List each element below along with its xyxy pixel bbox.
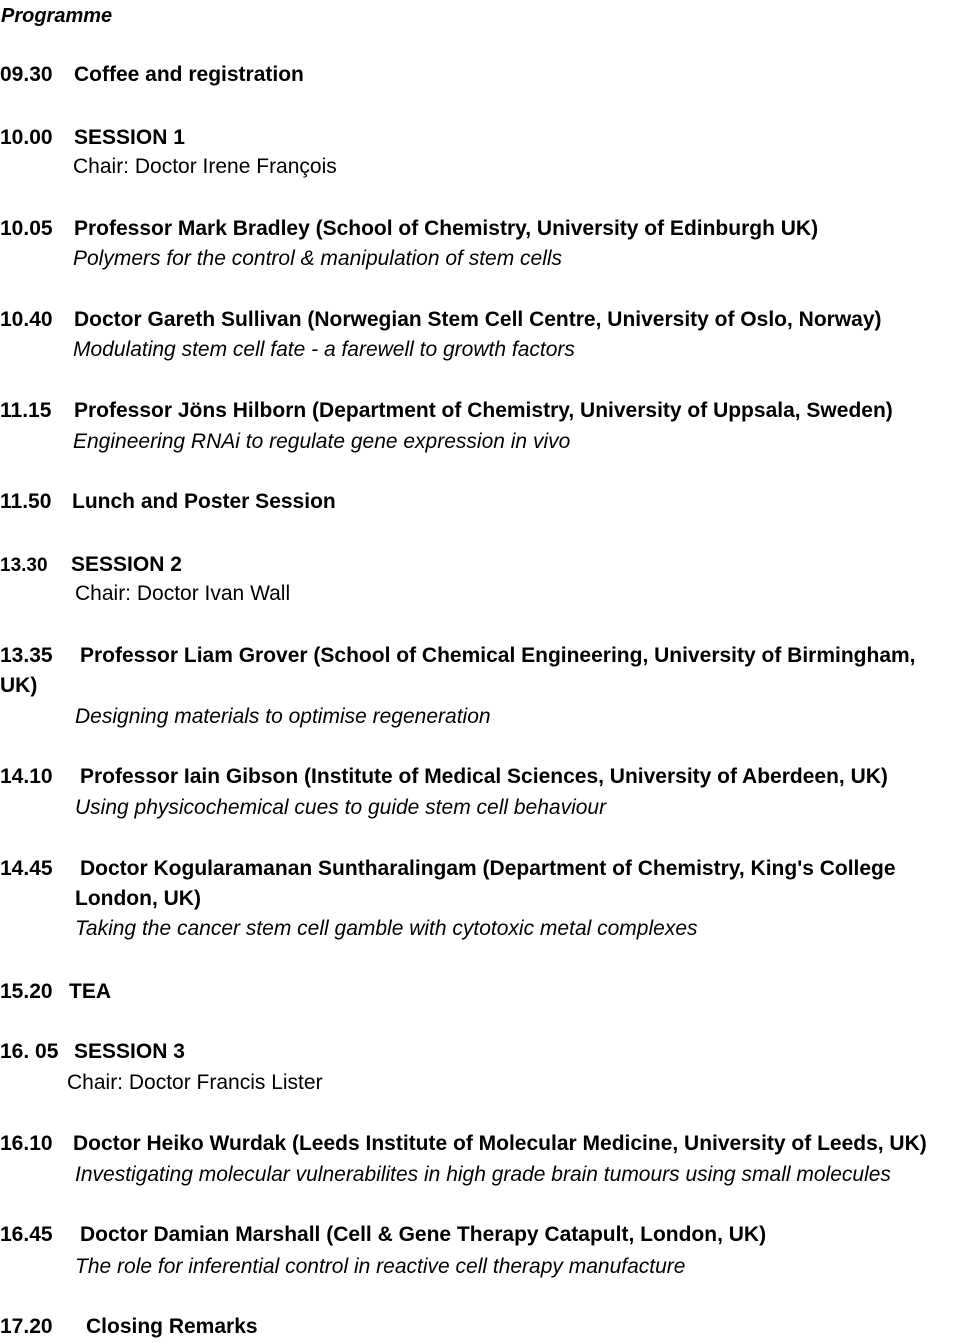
item-time: 17.20 [0, 1315, 53, 1338]
speaker-title-continued: UK) [0, 674, 38, 697]
speaker-title: Professor Liam Grover (School of Chemical Engineering, University of Birmingham, [80, 644, 916, 667]
talk-title: Designing materials to optimise regeneration [75, 705, 491, 728]
item-time: 16. 05 [0, 1040, 59, 1063]
session-chair: Chair: Doctor Francis Lister [67, 1071, 323, 1094]
item-time: 10.40 [0, 308, 53, 331]
speaker-title: Doctor Gareth Sullivan (Norwegian Stem Cell Centre, University of Oslo, Norway) [74, 308, 882, 331]
talk-title: Polymers for the control & manipulation of stem cells [73, 247, 563, 270]
item-time: 11.15 [0, 399, 52, 422]
item-time: 13.35 [0, 644, 53, 667]
item-time: 16.45 [0, 1223, 53, 1246]
talk-title: Engineering RNAi to regulate gene expression in vivo [73, 430, 571, 453]
item-title: TEA [69, 980, 111, 1003]
talk-title: Investigating molecular vulnerabilites in high grade brain tumours using small molecules [75, 1163, 891, 1186]
item-time: 14.10 [0, 765, 53, 788]
item-time: 15.20 [0, 980, 53, 1003]
session-title: SESSION 2 [71, 553, 182, 576]
speaker-title: Doctor Kogularamanan Suntharalingam (Department of Chemistry, King's College [80, 857, 896, 880]
speaker-title: Doctor Damian Marshall (Cell & Gene Therapy Catapult, London, UK) [80, 1223, 767, 1246]
item-title: Lunch and Poster Session [72, 490, 336, 513]
speaker-title: Professor Jöns Hilborn (Department of Chemistry, University of Uppsala, Sweden) [74, 399, 893, 422]
item-time: 11.50 [0, 490, 52, 513]
session-title: SESSION 1 [74, 126, 185, 149]
talk-title: Taking the cancer stem cell gamble with cytotoxic metal complexes [75, 917, 698, 940]
item-title: Coffee and registration [74, 63, 304, 86]
item-time: 13.30 [0, 555, 48, 576]
item-time: 10.00 [0, 126, 53, 149]
speaker-title: Doctor Heiko Wurdak (Leeds Institute of Molecular Medicine, University of Leeds, UK) [73, 1132, 927, 1155]
speaker-title-continued: London, UK) [75, 887, 201, 910]
talk-title: The role for inferential control in reactive cell therapy manufacture [75, 1255, 686, 1278]
speaker-title: Professor Mark Bradley (School of Chemistry, University of Edinburgh UK) [74, 217, 819, 240]
item-time: 16.10 [0, 1132, 53, 1155]
item-time: 10.05 [0, 217, 53, 240]
talk-title: Modulating stem cell fate - a farewell to growth factors [73, 338, 575, 361]
item-title: Closing Remarks [86, 1315, 258, 1338]
session-title: SESSION 3 [74, 1040, 185, 1063]
item-time: 14.45 [0, 857, 53, 880]
item-time: 09.30 [0, 63, 53, 86]
talk-title: Using physicochemical cues to guide stem cell behaviour [75, 796, 607, 819]
session-chair: Chair: Doctor Irene François [73, 155, 337, 178]
session-chair: Chair: Doctor Ivan Wall [75, 582, 291, 605]
speaker-title: Professor Iain Gibson (Institute of Medical Sciences, University of Aberdeen, UK) [80, 765, 888, 788]
programme-heading: Programme [1, 5, 113, 27]
